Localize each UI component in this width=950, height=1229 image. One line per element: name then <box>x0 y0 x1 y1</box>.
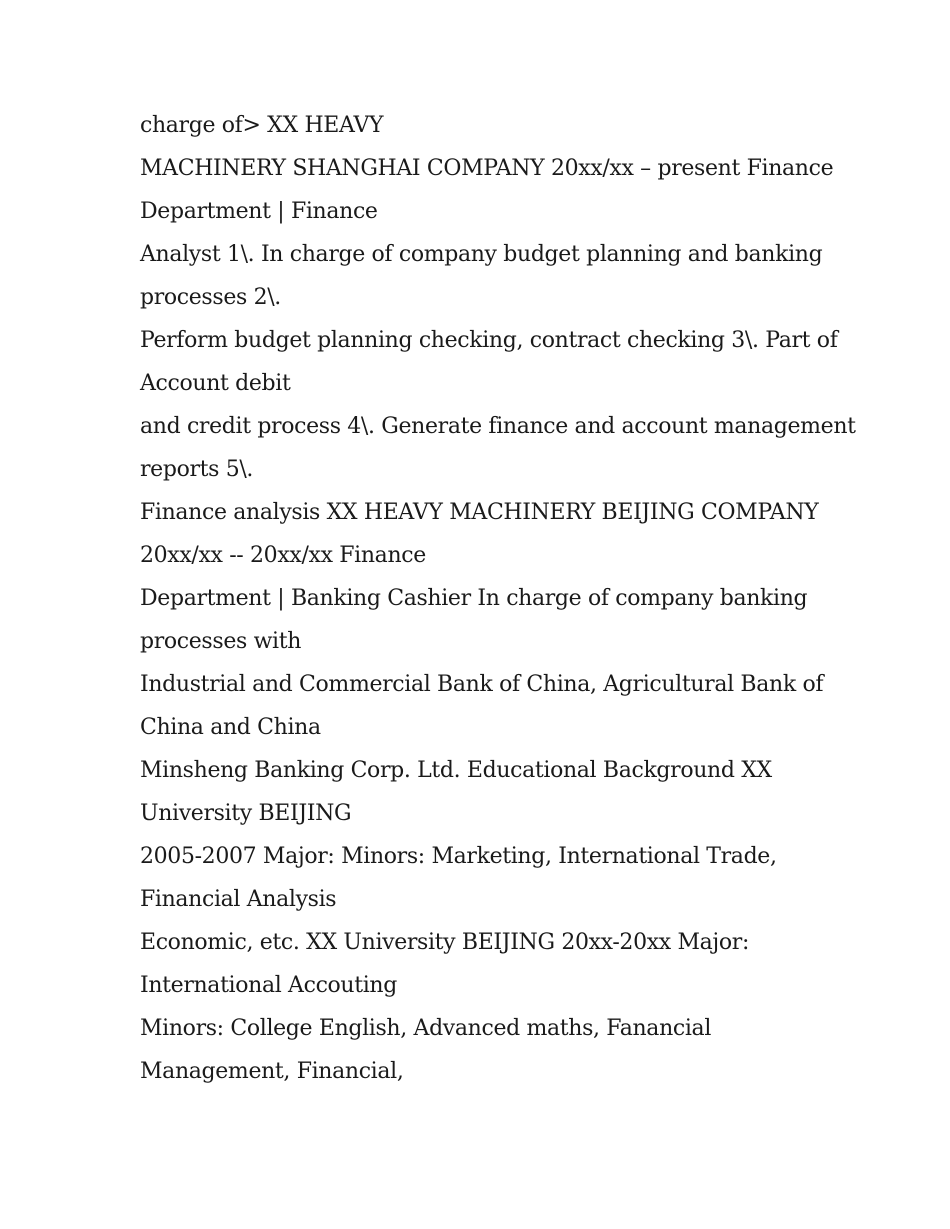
text-line: 2005-2007 Major: Minors: Marketing, International Trade, <box>140 844 777 869</box>
text-line: Department | Finance <box>140 199 378 224</box>
text-line: International Accouting <box>140 973 397 998</box>
text-line: and credit process 4\. Generate finance and account management <box>140 414 856 439</box>
text-line: Financial Analysis <box>140 887 337 912</box>
text-line: processes 2\. <box>140 285 281 310</box>
text-line: reports 5\. <box>140 457 254 482</box>
text-line: Minsheng Banking Corp. Ltd. Educational Background XX <box>140 758 772 783</box>
text-line: Economic, etc. XX University BEIJING 20xx-20xx Major: <box>140 930 750 955</box>
text-line: charge of> XX HEAVY <box>140 113 384 138</box>
text-line: Analyst 1\. In charge of company budget planning and banking <box>140 242 823 267</box>
text-line: Management, Financial, <box>140 1059 404 1084</box>
document-body <box>140 104 856 1093</box>
text-line: Perform budget planning checking, contract checking 3\. Part of <box>140 328 838 353</box>
text-line: University BEIJING <box>140 801 352 826</box>
text-line: Minors: College English, Advanced maths, Fanancial <box>140 1016 712 1041</box>
text-line: processes with <box>140 629 302 654</box>
text-line: China and China <box>140 715 321 740</box>
text-line: Industrial and Commercial Bank of China, Agricultural Bank of <box>140 672 824 697</box>
text-line: Department | Banking Cashier In charge of company banking <box>140 586 808 611</box>
text-line: Finance analysis XX HEAVY MACHINERY BEIJING COMPANY <box>140 500 819 525</box>
text-line: MACHINERY SHANGHAI COMPANY 20xx/xx – present Finance <box>140 156 834 181</box>
text-line: 20xx/xx -- 20xx/xx Finance <box>140 543 426 568</box>
text-line: Account debit <box>140 371 291 396</box>
